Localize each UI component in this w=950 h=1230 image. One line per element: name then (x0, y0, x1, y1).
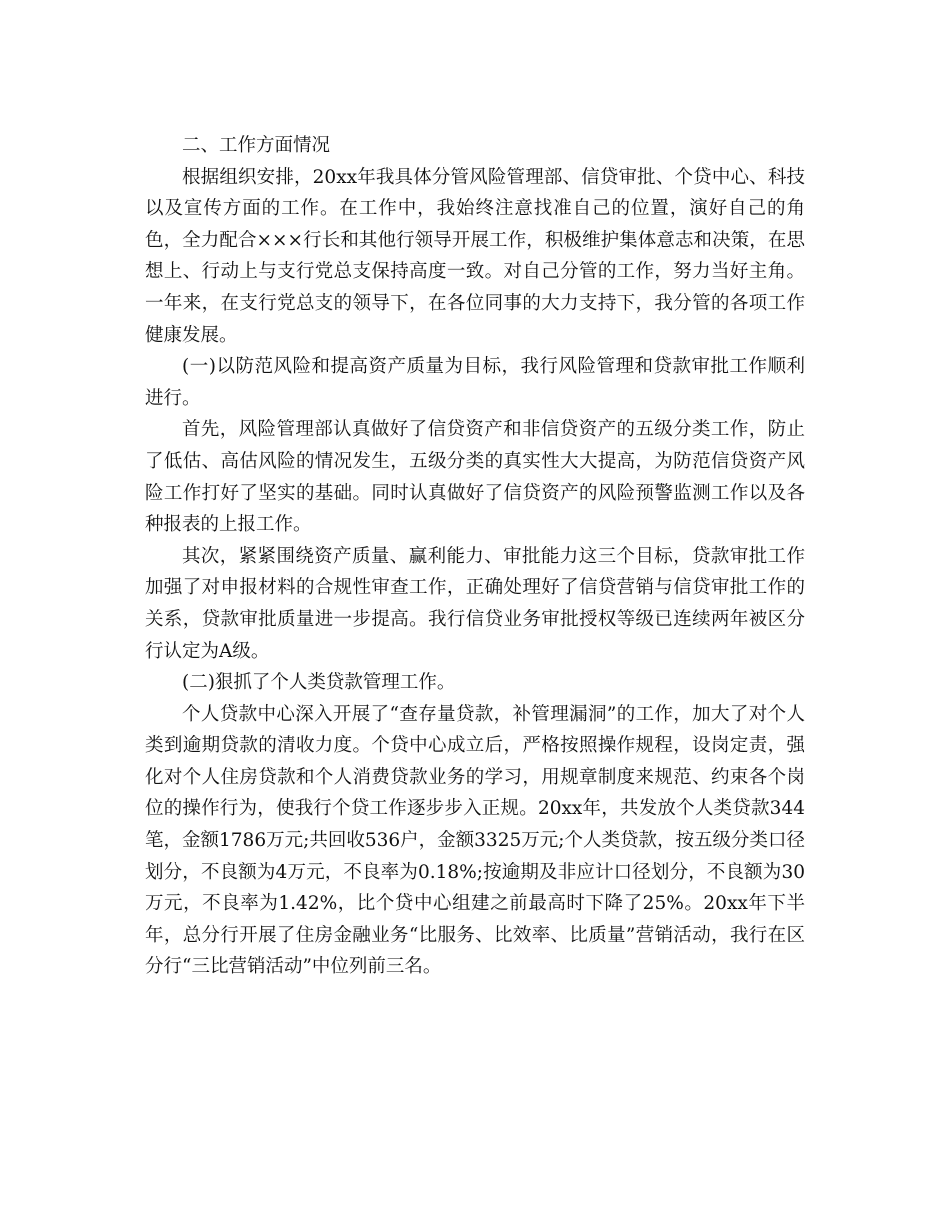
document-body (145, 130, 805, 983)
paragraph-subheading-1: (一)以防范风险和提高资产质量为目标，我行风险管理和贷款审批工作顺利进行。 (145, 356, 805, 409)
paragraph-subheading-2: (二)狠抓了个人类贷款管理工作。 (182, 672, 456, 694)
paragraph-overview: 根据组织安排，20xx年我具体分管风险管理部、信贷审批、个贷中心、科技以及宣传方面的工作。在工作中，我始终注意找准自己的位置，演好自己的角色，全力配合×××行长和其他行领导开展工作，积极维护集体意志和决策，在思想上、行动上与支行党总支保持高度一致。对自己分管的工作，努力当好主角。一年来，在支行党总支的领导下，在各位同事的大力支持下，我分管的各项工作健康发展。 (145, 166, 805, 346)
paragraph-personal-loans: 个人贷款中心深入开展了“查存量贷款，补管理漏洞”的工作，加大了对个人类到逾期贷款的清收力度。个贷中心成立后，严格按照操作规程，设岗定责，强化对个人住房贷款和个人消费贷款业务的学习，用规章制度来规范、约束各个岗位的操作行为，使我行个贷工作逐步步入正规。20xx年，共发放个人类贷款344笔，金额1786万元;共回收536户，金额3325万元;个人类贷款，按五级分类口径划分，不良额为4万元，不良率为0.18%;按逾期及非应计口径划分，不良额为30万元，不良率为1.42%，比个贷中心组建之前最高时下降了25%。20xx年下半年，总分行开展了住房金融业务“比服务、比效率、比质量”营销活动，我行在区分行“三比营销活动”中位列前三名。 (145, 703, 805, 978)
paragraph-risk-management: 首先，风险管理部认真做好了信贷资产和非信贷资产的五级分类工作，防止了低估、高估风险的情况发生，五级分类的真实性大大提高，为防范信贷资产风险工作打好了坚实的基础。同时认真做好了信贷资产的风险预警监测工作以及各种报表的上报工作。 (145, 419, 805, 536)
paragraph-loan-approval: 其次，紧紧围绕资产质量、赢利能力、审批能力这三个目标，贷款审批工作加强了对申报材料的合规性审查工作，正确处理好了信贷营销与信贷审批工作的关系，贷款审批质量进一步提高。我行信贷业务审批授权等级已连续两年被区分行认定为A级。 (145, 545, 805, 662)
section-heading: 二、工作方面情况 (182, 135, 331, 156)
